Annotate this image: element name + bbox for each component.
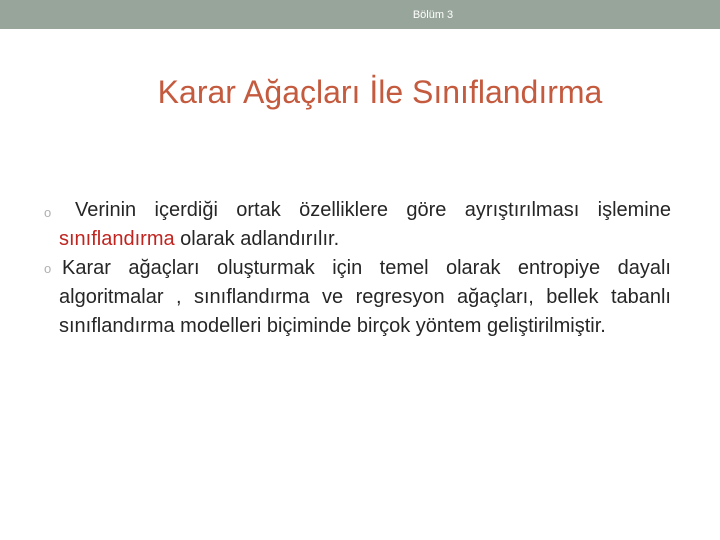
slide-title: Karar Ağaçları İle Sınıflandırma	[157, 74, 603, 110]
bullet-text	[59, 196, 671, 254]
bullet-marker-icon: o	[44, 205, 52, 220]
section-label: Bölüm 3	[412, 9, 454, 21]
bullet-text-part: Verinin içerdiği ortak özelliklere göre ayrıştırılması işlemine	[75, 199, 671, 221]
bullet-item	[0, 254, 720, 341]
bullet-list	[0, 196, 720, 341]
bullet-marker-icon: o	[44, 261, 52, 276]
bullet-text: Karar ağaçları oluşturmak için temel olarak entropiye dayalı algoritmalar , sınıflandırma ve regresyon ağaçları, bellek tabanlı sınıflandırma modelleri biçiminde birçok yöntem geliştirilmiştir.	[59, 257, 671, 337]
bullet-item	[0, 196, 720, 254]
highlighted-term: sınıflandırma	[59, 228, 175, 250]
bullet-text-part: olarak adlandırılır.	[174, 228, 340, 250]
